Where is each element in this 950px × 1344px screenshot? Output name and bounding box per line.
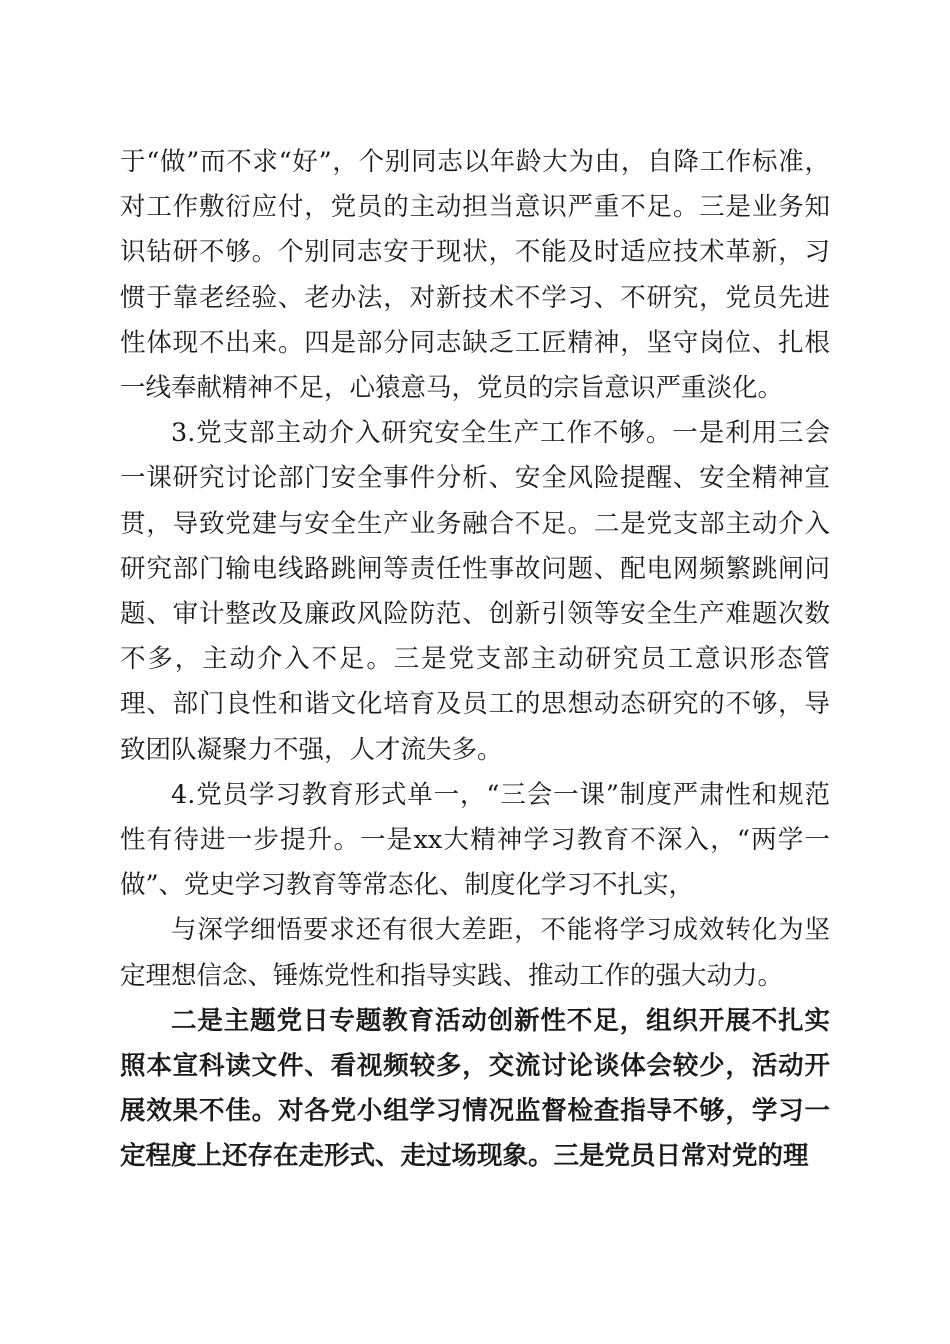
paragraph-item-4: 4.党员学习教育形式单一，“三会一课”制度严肃性和规范性有待进一步提升。一是xx大精神学习教育不深入，“两学一做”、党史学习教育等常态化、制度化学习不扎实，: [120, 779, 830, 901]
paragraph-continuation: 于“做”而不求“好”，个别同志以年龄大为由，自降工作标准，对工作敷衍应付，党员的主动担当意识严重不足。三是业务知识钻研不够。个别同志安于现状，不能及时适应技术革新，习惯于靠老经验、老办法，对新技术不学习、不研究，党员先进性体现不出来。四是部分同志缺乏工匠精神，坚守岗位、扎根一线奉献精神不足，心猿意马，党员的宗旨意识严重淡化。: [120, 147, 830, 404]
paragraph-learning-gap: 与深学细悟要求还有很大差距，不能将学习成效转化为坚定理想信念、锤炼党性和指导实践、推动工作的强大动力。: [120, 915, 830, 991]
document-body: [120, 140, 830, 1180]
paragraph-item-3: 3.党支部主动介入研究安全生产工作不够。一是利用三会一课研究讨论部门安全事件分析、安全风险提醒、安全精神宣贯，导致党建与安全生产业务融合不足。二是党支部主动介入研究部门输电线路跳闸等责任性事故问题、配电网频繁跳闸问题、审计整改及廉政风险防范、创新引领等安全生产难题次数不多，主动介入不足。三是党支部主动研究员工意识形态管理、部门良性和谐文化培育及员工的思想动态研究的不够，导致团队凝聚力不强，人才流失多。: [120, 418, 830, 765]
paragraph-theme-day: 二是主题党日专题教育活动创新性不足，组织开展不扎实照本宣科读文件、看视频较多，交流讨论谈体会较少，活动开展效果不佳。对各党小组学习情况监督检查指导不够，学习一定程度上还存在走形式、走过场现象。三是党员日常对党的理: [120, 1005, 830, 1172]
